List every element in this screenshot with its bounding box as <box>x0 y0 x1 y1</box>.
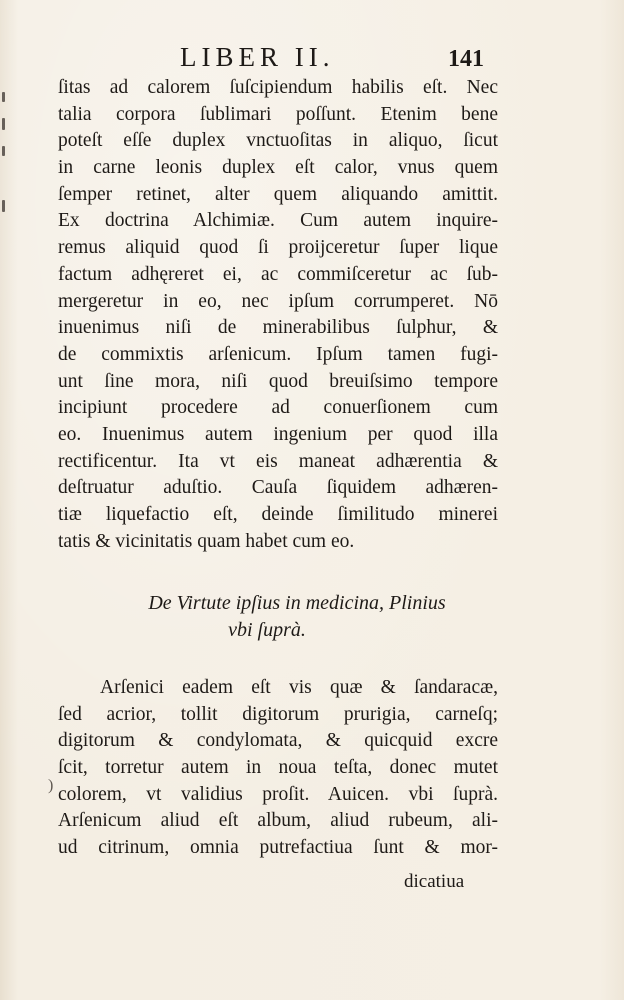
running-head: LIBER II. <box>180 42 335 72</box>
text-line: Ex doctrina Alchimiæ. Cum autem inquire- <box>58 210 498 232</box>
page-number: 141 <box>448 46 484 72</box>
section-text-block <box>58 675 498 862</box>
text-line: inuenimus niſi de minerabilibus ſulphur, & <box>58 317 498 339</box>
text-line: ud citrinum, omnia putrefactiua ſunt & mor- <box>58 837 498 859</box>
text-line: ſitas ad calorem ſuſcipiendum habilis eſt. Nec <box>58 77 498 98</box>
text-line: digitorum & condylomata, & quicquid excre <box>58 730 498 752</box>
text-line: unt ſine mora, niſi quod breuiſsimo tempore <box>58 370 498 392</box>
section-heading-line: vbi ſuprà. <box>228 619 306 641</box>
text-line: eo. Inuenimus autem ingenium per quod illa <box>58 423 498 445</box>
text-line: tiæ liquefactio eſt, deinde ſimilitudo minerei <box>58 504 498 525</box>
page-header <box>0 40 624 74</box>
text-line: ſed acrior, tollit digitorum prurigia, carneſq; <box>58 703 498 725</box>
text-line: Arſenicum aliud eſt album, aliud rubeum, ali- <box>58 810 498 832</box>
text-line: ſemper retinet, alter quem aliquando amittit. <box>58 183 498 205</box>
text-line: Arſenici eadem eſt vis quæ & ſandaracæ, <box>100 677 498 698</box>
main-text-block <box>58 75 498 555</box>
section-heading <box>58 590 498 644</box>
text-line: factum adhęreret ei, ac commiſceretur ac ſub- <box>58 263 498 285</box>
text-line: talia corpora ſublimari poſſunt. Etenim bene <box>58 103 498 125</box>
text-line: in carne leonis duplex eſt calor, vnus quem <box>58 157 498 179</box>
text-line: remus aliquid quod ſi proijceretur ſuper lique <box>58 237 498 259</box>
text-line: deſtruatur aduſtio. Cauſa ſiquidem adhæren- <box>58 477 498 499</box>
text-line: rectificentur. Ita vt eis maneat adhærentia & <box>58 450 498 472</box>
text-line: de commixtis arſenicum. Ipſum tamen fugi- <box>58 343 498 365</box>
binding-gutter <box>0 0 14 1000</box>
text-line: colorem, vt validius proſit. Auicen. vbi ſuprà. <box>58 783 498 805</box>
text-line: incipiunt procedere ad conuerſionem cum <box>58 397 498 419</box>
text-line: tatis & vicinitatis quam habet cum eo. <box>58 530 355 552</box>
text-line: poteſt eſſe duplex vnctuoſitas in aliquo, ſicut <box>58 130 498 152</box>
catchword: dicatiua <box>404 871 465 892</box>
text-line: mergeretur in eo, nec ipſum corrumperet. Nō <box>58 290 498 312</box>
text-line: ſcit, torretur autem in noua teſta, donec mutet <box>58 757 498 779</box>
margin-mark: ) <box>48 777 54 794</box>
section-heading-line: De Virtute ipſius in medicina, Plinius <box>148 592 446 614</box>
